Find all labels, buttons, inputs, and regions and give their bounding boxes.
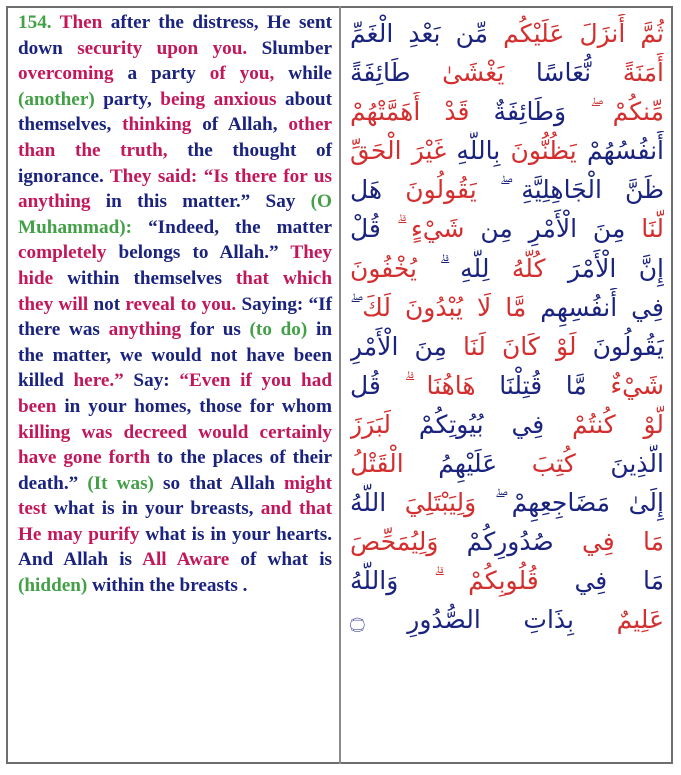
- arabic-line: [350, 327, 664, 366]
- arabic-line: [350, 561, 664, 600]
- translation-segment: 154.: [18, 12, 52, 33]
- translation-segment: to the places of their death.”: [18, 447, 332, 494]
- arabic-segment: لَبَرَزَ: [350, 409, 392, 439]
- arabic-segment: بِذَاتِ الصُّدُورِ: [364, 605, 574, 635]
- translation-segment: while: [274, 63, 333, 85]
- arabic-segment: مَّا قُتِلْنَا: [475, 370, 587, 400]
- translation-segment: (O Muhammad):: [18, 191, 332, 238]
- translation-segment: They hide: [18, 242, 332, 289]
- arabic-segment: مَّا لَا يُبْدُونَ لَكَ: [362, 292, 527, 322]
- arabic-line: [350, 288, 664, 327]
- arabic-segment: فِي أَنفُسِهِم: [526, 292, 664, 322]
- translation-segment: They said: “Is there for us anything: [18, 165, 332, 213]
- arabic-segment: ۗ قُل: [350, 370, 405, 400]
- translation-segment: (hidden): [18, 575, 88, 597]
- arabic-segment: الَّذِينَ: [575, 449, 664, 479]
- translation-segment: and that He may purify: [18, 498, 332, 545]
- arabic-segment: نُّعَاسًا: [504, 58, 592, 88]
- arabic-segment: ۖ وَطَائِفَةٌ: [469, 97, 591, 127]
- arabic-segment: هَل: [350, 175, 383, 205]
- translation-segment: might test: [18, 472, 332, 520]
- translation-segment: Say:: [123, 370, 180, 392]
- arabic-segment: اللَّهُ: [350, 488, 387, 518]
- arabic-segment: وَلِيُمَحِّصَ: [350, 527, 439, 557]
- arabic-segment: طَائِفَةً: [350, 58, 411, 88]
- translation-segment: of what is: [229, 549, 332, 571]
- arabic-segment: إِنَّ الْأَمْرَ: [545, 253, 664, 283]
- arabic-line: [350, 209, 664, 248]
- arabic-segment: عَلِيمٌ: [574, 605, 664, 635]
- arabic-line: [350, 483, 664, 522]
- translation-segment: was decreed would certainly have gone forth: [18, 421, 333, 469]
- column-divider: [339, 6, 341, 764]
- arabic-verse: [350, 14, 664, 640]
- translation-segment: security upon you.: [77, 37, 248, 59]
- translation-segment: thinking: [122, 114, 192, 136]
- translation-segment: anything: [108, 319, 182, 341]
- arabic-segment: يَغْشَىٰ: [410, 58, 505, 88]
- translation-segment: (to do): [249, 319, 308, 341]
- arabic-segment: ۖ: [350, 292, 363, 322]
- arabic-segment: كُلَّهُ: [489, 253, 546, 283]
- arabic-line: [350, 92, 664, 131]
- translation-segment: after the distress, He sent down: [18, 12, 332, 59]
- arabic-segment: ۗ يُخْفُونَ: [350, 253, 440, 283]
- english-translation: [18, 10, 332, 599]
- translation-segment: reveal to you.: [125, 293, 237, 315]
- arabic-segment: أَمَنَةً: [591, 58, 664, 88]
- arabic-segment: لِلَّهِ: [439, 253, 490, 283]
- translation-segment: in your homes, those for whom: [56, 395, 332, 417]
- arabic-segment: لَّوْ كُنتُمْ: [544, 409, 664, 439]
- arabic-segment: غَيْرَ الْحَقِّ: [350, 136, 447, 166]
- arabic-segment: مِّن بَعْدِ الْغَمِّ: [350, 19, 489, 48]
- arabic-segment: مَا فِي: [538, 566, 664, 596]
- arabic-line: [350, 405, 664, 444]
- arabic-segment: يَقُولُونَ: [576, 331, 664, 361]
- arabic-segment: يَظُنُّونَ: [500, 136, 577, 166]
- translation-segment: what is in your hearts. And Allah is: [18, 523, 332, 571]
- arabic-line: [350, 366, 664, 405]
- arabic-line: [350, 522, 664, 561]
- arabic-segment: ۖ وَلِيَبْتَلِيَ: [386, 488, 495, 518]
- arabic-segment: الْقَتْلُ: [350, 449, 404, 479]
- arabic-segment: كُتِبَ: [497, 449, 576, 479]
- translation-segment: completely: [18, 242, 107, 264]
- arabic-segment: هَاهُنَا: [404, 370, 476, 400]
- translation-segment: what is in your breasts,: [46, 498, 261, 520]
- translation-segment: other than the truth,: [18, 114, 333, 161]
- arabic-segment: مِنَ الْأَمْرِ مِن: [464, 214, 626, 244]
- translation-segment: [70, 422, 81, 443]
- translation-segment: Saying: “If there was: [18, 293, 332, 341]
- arabic-segment: أَنفُسُهُمْ: [576, 136, 664, 166]
- arabic-segment: عَلَيْهِمُ: [403, 449, 498, 479]
- arabic-segment: مِّنكُمْ: [590, 97, 664, 127]
- arabic-segment: ۗ وَاللَّهُ: [350, 566, 435, 596]
- arabic-line: [350, 170, 664, 209]
- arabic-line: [350, 600, 664, 639]
- translation-segment: of you,: [209, 63, 275, 85]
- translation-segment: All Aware: [142, 549, 230, 571]
- arabic-segment: شَيْءٍ: [396, 214, 465, 244]
- arabic-segment: مِنَ الْأَمْرِ: [350, 331, 447, 361]
- translation-segment: being anxious: [160, 88, 277, 110]
- arabic-segment: صُدُورِكُمْ: [438, 527, 554, 557]
- translation-segment: (It was): [87, 472, 154, 494]
- translation-segment: Slumber: [247, 37, 332, 59]
- arabic-segment: فِي بُيُوتِكُمْ: [391, 409, 545, 439]
- translation-segment: the thought of ignorance.: [18, 139, 332, 187]
- translation-segment: for us: [181, 319, 250, 341]
- translation-segment: belongs to Allah.”: [106, 242, 291, 264]
- translation-segment: party,: [94, 88, 161, 110]
- arabic-segment: لَوْ كَانَ لَنَا: [446, 331, 577, 361]
- translation-segment: in the matter, we would not have been killed: [18, 319, 333, 392]
- translation-segment: “Even if you had been: [18, 370, 332, 417]
- arabic-segment: ۝: [350, 605, 365, 635]
- arabic-segment: قُلُوبِكُمْ: [434, 566, 539, 596]
- translation-segment: Then: [51, 12, 103, 33]
- translation-segment: that which they will: [18, 267, 332, 315]
- translation-segment: not: [88, 293, 126, 315]
- translation-segment: (another): [18, 88, 95, 110]
- translation-segment: killing: [18, 421, 71, 443]
- arabic-segment: بِاللَّهِ: [446, 136, 501, 166]
- translation-segment: so that Allah: [153, 472, 285, 494]
- arabic-line: [350, 131, 664, 170]
- arabic-segment: شَيْءٌ: [586, 370, 664, 400]
- arabic-segment: قَدْ أَهَمَّتْهُمْ: [350, 97, 470, 127]
- arabic-line: [350, 249, 664, 288]
- arabic-line: [350, 444, 664, 483]
- arabic-segment: إِلَىٰ مَضَاجِعِهِمْ: [494, 488, 664, 518]
- translation-segment: of Allah,: [191, 114, 289, 136]
- translation-segment: overcoming: [18, 63, 114, 85]
- translation-segment: about themselves,: [18, 88, 332, 136]
- translation-segment: within the breasts .: [87, 575, 248, 597]
- arabic-segment: ۗ قُلْ: [350, 214, 397, 244]
- arabic-segment: مَا فِي: [553, 527, 664, 557]
- arabic-segment: ۖ يَقُولُونَ: [382, 175, 500, 205]
- arabic-line: [350, 53, 664, 92]
- arabic-segment: لَّنَا: [625, 214, 664, 244]
- arabic-segment: ثُمَّ أَنزَلَ عَلَيْكُم: [488, 19, 664, 48]
- translation-segment: “Indeed, the matter: [132, 216, 332, 238]
- translation-segment: within themselves: [53, 267, 236, 289]
- arabic-segment: ظَنَّ الْجَاهِلِيَّةِ: [499, 175, 664, 205]
- translation-segment: a party: [113, 63, 210, 85]
- translation-segment: here.”: [73, 370, 124, 392]
- translation-segment: in this matter.” Say: [90, 191, 311, 213]
- arabic-line: [350, 14, 664, 53]
